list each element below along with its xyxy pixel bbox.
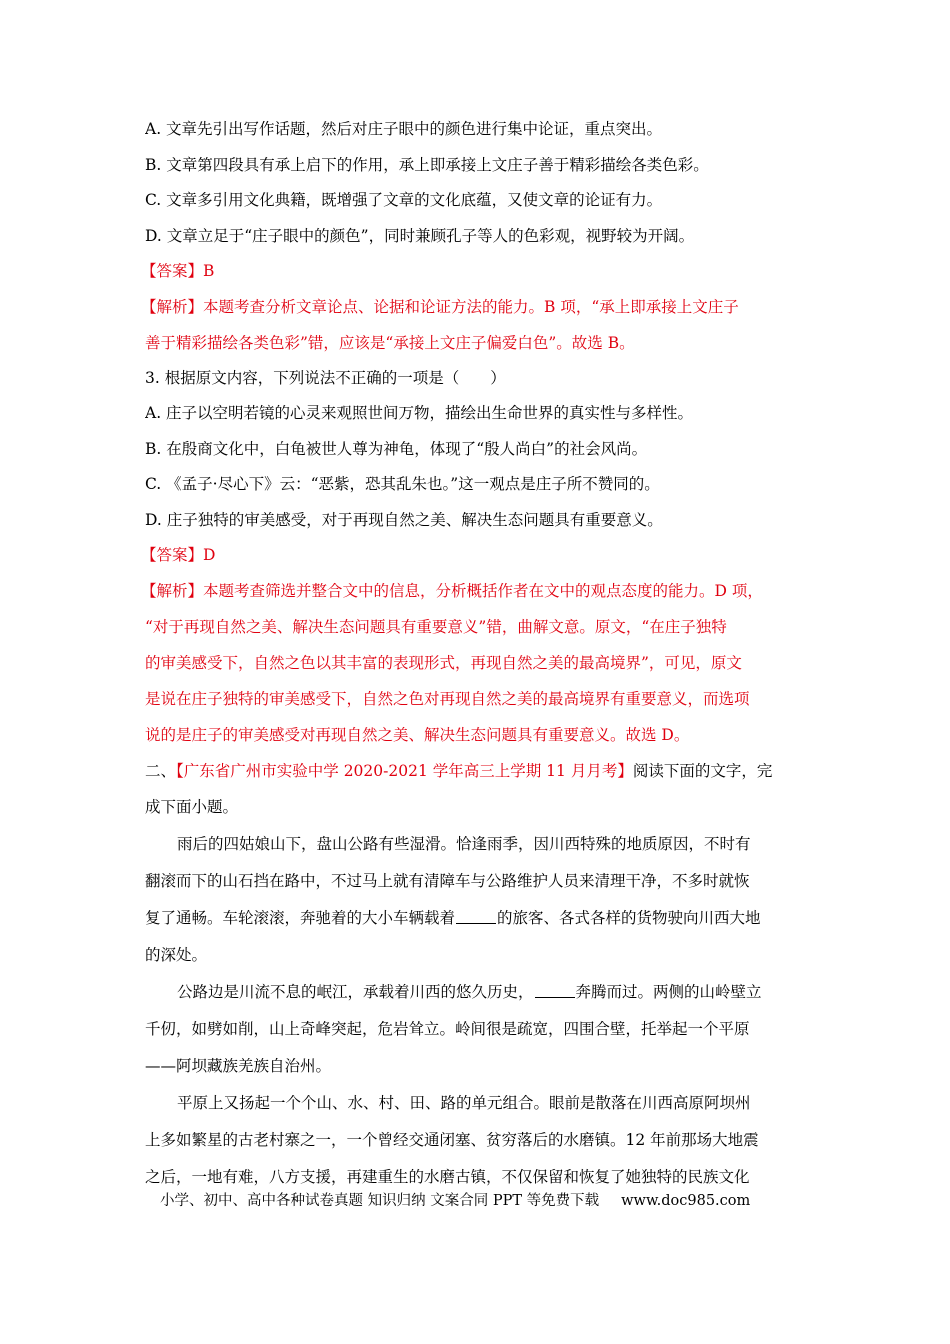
section-2-heading-line-2: 成下面小题。 [145, 798, 239, 816]
section-2-source: 【广东省广州市实验中学 2020-2021 学年高三上学期 11 月月考】 [176, 762, 633, 780]
q2-analysis-line-2: 善于精彩描绘各类色彩”错，应该是“承接上文庄子偏爱白色”。故选 B。 [145, 334, 635, 352]
q3-analysis-line-4: 是说在庄子独特的审美感受下，自然之色对再现自然之美的最高境界有重要意义，而选项 [145, 690, 750, 708]
footer-text: 小学、初中、高中各种试卷真题 知识归纳 文案合同 PPT 等免费下载 [160, 1193, 600, 1209]
q3-analysis-line-2: “对于再现自然之美、解决生态问题具有重要意义”错，曲解文意。原文，“在庄子独特 [145, 618, 727, 636]
passage-p2-line-1-b: 奔腾而过。两侧的山岭壁立 [575, 983, 762, 1001]
footer-url[interactable]: www.doc985.com [621, 1193, 751, 1209]
q3-analysis-line-1: 【解析】本题考查筛选并整合文中的信息，分析概括作者在文中的观点态度的能力。D 项， [141, 582, 763, 600]
passage-p3-line-3: 之后，一地有难，八方支援，再建重生的水磨古镇，不仅保留和恢复了她独特的民族文化 [145, 1168, 750, 1186]
passage-p3-line-1: 平原上又扬起一个个山、水、村、田、路的单元组合。眼前是散落在川西高原阿坝州 [177, 1094, 751, 1112]
passage-p1-line-3-a: 复了通畅。车轮滚滚，奔驰着的大小车辆载着 [145, 909, 456, 927]
passage-p1-line-3 [145, 907, 810, 929]
q2-analysis-line-1: 【解析】本题考查分析文章论点、论据和论证方法的能力。B 项，“承上即承接上文庄子 [141, 298, 739, 316]
passage-p2-line-3: ——阿坝藏族羌族自治州。 [145, 1057, 332, 1075]
fill-blank-1 [456, 909, 496, 924]
q3-option-b: B. 在殷商文化中，白龟被世人尊为神龟，体现了“殷人尚白”的社会风尚。 [145, 440, 648, 458]
q2-option-d: D. 文章立足于“庄子眼中的颜色”，同时兼顾孔子等人的色彩观，视野较为开阔。 [145, 227, 695, 245]
page-footer [160, 1191, 800, 1211]
fill-blank-2 [535, 983, 575, 998]
q3-option-c: C. 《孟子·尽心下》云：“恶紫，恐其乱朱也。”这一观点是庄子所不赞同的。 [145, 475, 660, 493]
passage-p2-line-1 [177, 981, 807, 1003]
q3-answer: 【答案】D [141, 546, 216, 564]
section-2-prefix: 二、 [145, 762, 177, 780]
q3-question: 3. 根据原文内容，下列说法不正确的一项是（ ） [145, 369, 506, 387]
section-2-instruction: 阅读下面的文字，完 [632, 762, 773, 780]
q3-option-a: A. 庄子以空明若镜的心灵来观照世间万物，描绘出生命世界的真实性与多样性。 [145, 404, 694, 422]
q2-answer: 【答案】B [141, 262, 215, 280]
passage-p3-line-2: 上多如繁星的古老村寨之一，一个曾经交通闭塞、贫穷落后的水磨镇。12 年前那场大地震 [145, 1131, 759, 1149]
q3-analysis-line-5: 说的是庄子的审美感受对再现自然之美、解决生态问题具有重要意义。故选 D。 [145, 726, 690, 744]
q3-analysis-line-3: 的审美感受下，自然之色以其丰富的表现形式，再现自然之美的最高境界”，可见，原文 [145, 654, 742, 672]
passage-p1-line-4: 的深处。 [145, 946, 208, 964]
q2-option-c: C. 文章多引用文化典籍，既增强了文章的文化底蕴，又使文章的论证有力。 [145, 191, 663, 209]
q3-option-d: D. 庄子独特的审美感受，对于再现自然之美、解决生态问题具有重要意义。 [145, 511, 663, 529]
passage-p1-line-2: 翻滚而下的山石挡在路中，不过马上就有清障车与公路维护人员来清理干净，不多时就恢 [145, 872, 750, 890]
passage-p2-line-1-a: 公路边是川流不息的岷江，承载着川西的悠久历史， [177, 983, 534, 1001]
q2-option-b: B. 文章第四段具有承上启下的作用，承上即承接上文庄子善于精彩描绘各类色彩。 [145, 156, 709, 174]
q2-option-a: A. 文章先引出写作话题，然后对庄子眼中的颜色进行集中论证，重点突出。 [145, 120, 663, 138]
passage-p1-line-3-b: 的旅客、各式各样的货物驶向川西大地 [497, 909, 761, 927]
passage-p1-line-1: 雨后的四姑娘山下，盘山公路有些湿滑。恰逢雨季，因川西特殊的地质原因，不时有 [177, 835, 751, 853]
section-2-heading [145, 760, 810, 782]
passage-p2-line-2: 千仞，如劈如削，山上奇峰突起，危岩耸立。岭间很是疏宽，四围合壁，托举起一个平原 [145, 1020, 750, 1038]
